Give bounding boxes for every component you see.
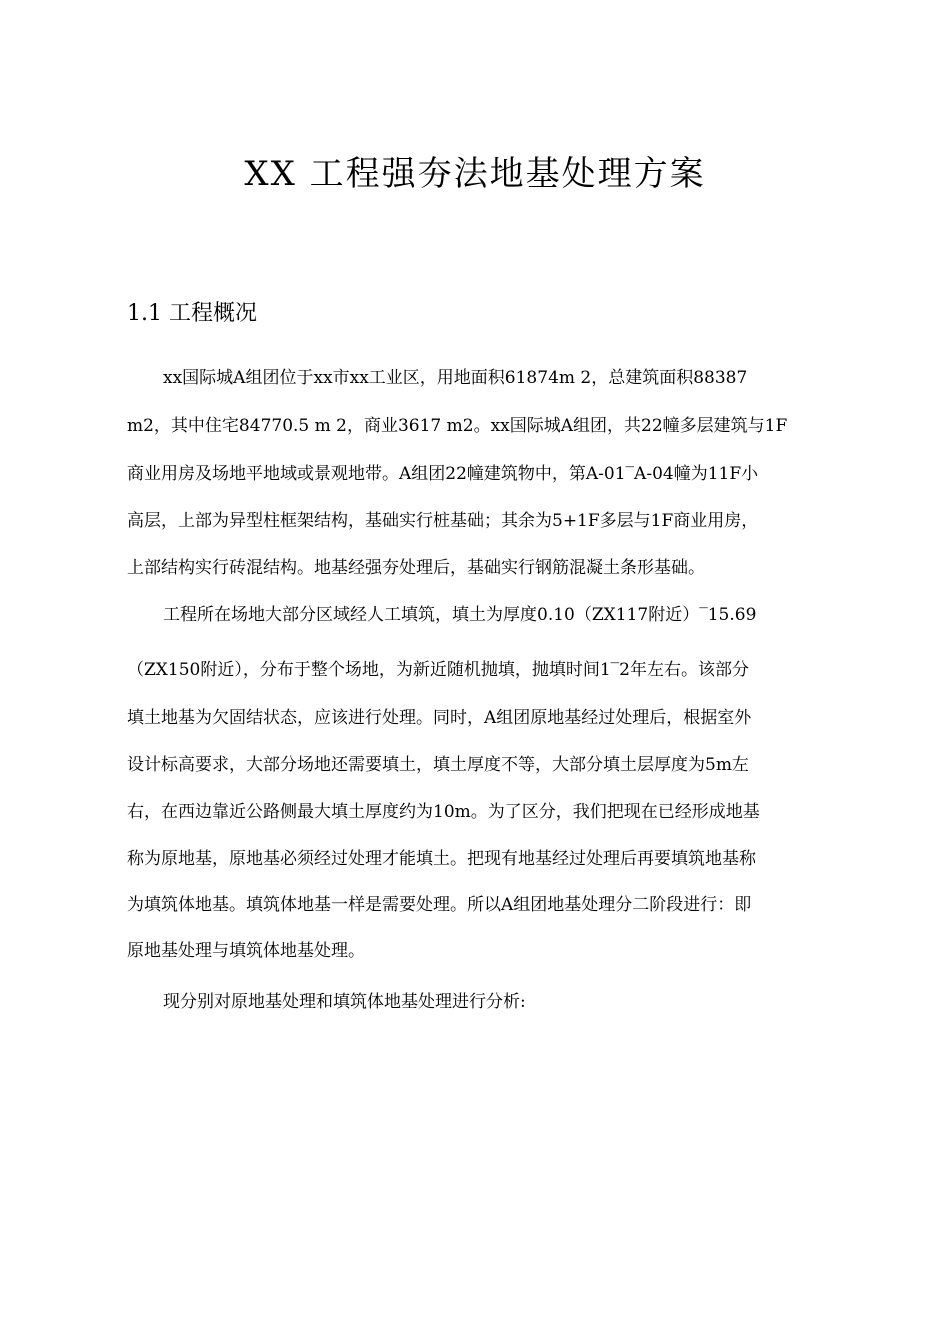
paragraph-3-line-1: 现分别对原地基处理和填筑体地基处理进行分析:	[163, 992, 526, 1012]
paragraph-1-line-5: 上部结构实行砖混结构。地基经强夯处理后，基础实行钢筋混凝土条形基础。	[127, 558, 705, 578]
paragraph-2-line-7: 为填筑体地基。填筑体地基一样是需要处理。所以A组团地基处理分二阶段进行：即	[127, 895, 752, 915]
paragraph-2-line-6: 称为原地基，原地基必须经过处理才能填土。把现有地基经过处理后再要填筑地基称	[127, 849, 756, 869]
paragraph-1-line-1: xx国际城A组团位于xx市xx工业区，用地面积61874m 2，总建筑面积88387	[163, 368, 748, 388]
paragraph-2-line-4: 设计标高要求，大部分场地还需要填土，填土厚度不等，大部分填土层厚度为5m左	[127, 755, 749, 775]
section-heading: 1.1 工程概况	[127, 301, 257, 326]
paragraph-2-line-2: （ZX150附近），分布于整个场地，为新近随机抛填，抛填时间1‾2年左右。该部分	[127, 660, 749, 680]
paragraph-1-line-4: 高层，上部为异型柱框架结构，基础实行桩基础；其余为5+1F多层与1F商业用房，	[127, 511, 759, 531]
paragraph-1-line-3: 商业用房及场地平地域或景观地带。A组团22幢建筑物中，第A-01‾A-04幢为11F小	[127, 464, 759, 484]
paragraph-2-line-5: 右，在西边靠近公路侧最大填土厚度约为10m。为了区分，我们把现在已经形成地基	[127, 802, 760, 822]
paragraph-2-line-3: 填土地基为欠固结状态，应该进行处理。同时，A组团原地基经过处理后，根据室外	[127, 708, 752, 728]
paragraph-1-line-2: m2，其中住宅84770.5 m 2，商业3617 m2。xx国际城A组团，共22幢多层建筑与1F	[127, 416, 788, 436]
paragraph-2-line-8: 原地基处理与填筑体地基处理。	[127, 941, 365, 961]
paragraph-2-line-1: 工程所在场地大部分区域经人工填筑，填土为厚度0.10（ZX117附近）‾15.69	[163, 605, 757, 625]
document-title: XX 工程强夯法地基处理方案	[244, 154, 706, 194]
